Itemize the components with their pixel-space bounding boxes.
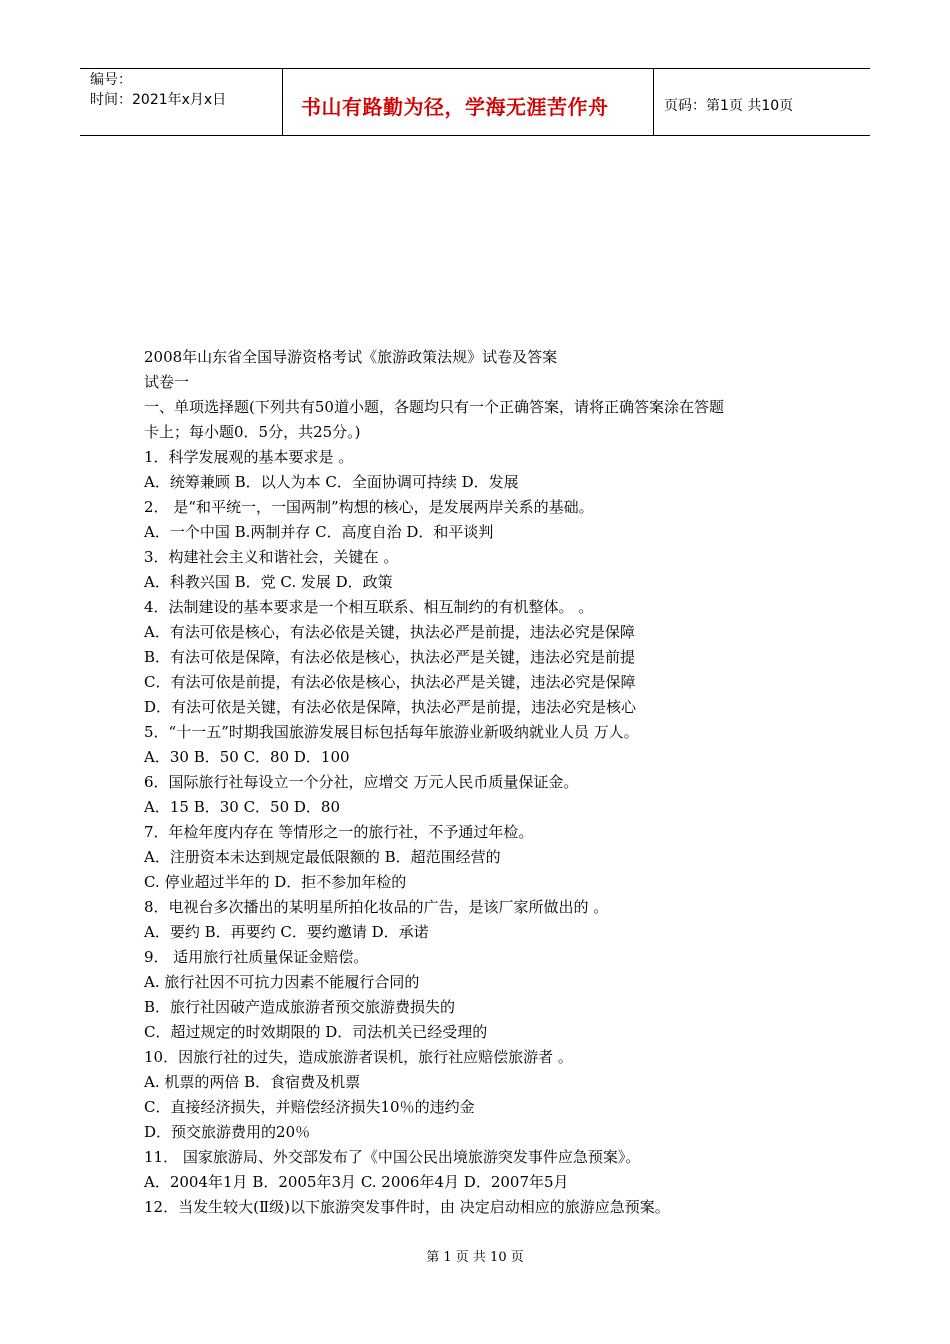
text-line: 12．当发生较大(Ⅱ级)以下旅游突发事件时，由 决定启动相应的旅游应急预案。 xyxy=(144,1198,670,1216)
document-title: 2008年山东省全国导游资格考试《旅游政策法规》试卷及答案 xyxy=(144,348,558,366)
text-line: 一、单项选择题(下列共有50道小题，各题均只有一个正确答案，请将正确答案涂在答题 xyxy=(144,398,724,416)
text-line: 卡上；每小题0．5分，共25分。) xyxy=(144,423,361,441)
header-page-cell xyxy=(654,69,870,135)
document-body xyxy=(144,345,824,1220)
header-motto-cell xyxy=(282,69,654,135)
text-line: C．直接经济损失，并赔偿经济损失10％的违约金 xyxy=(144,1098,475,1116)
text-line: A．科教兴国 B．党 C. 发展 D．政策 xyxy=(144,573,393,591)
text-line: C. 停业超过半年的 D．拒不参加年检的 xyxy=(144,873,407,891)
text-line: C．有法可依是前提，有法必依是核心，执法必严是关键，违法必究是保障 xyxy=(144,673,636,691)
text-line: B．旅行社因破产造成旅游者预交旅游费损失的 xyxy=(144,998,456,1016)
text-line: 1．科学发展观的基本要求是 。 xyxy=(144,448,354,466)
text-line: 9． 适用旅行社质量保证金赔偿。 xyxy=(144,948,369,966)
document-date-label: 时间：2021年x月x日 xyxy=(90,92,227,108)
text-line: A. 机票的两倍 B．食宿费及机票 xyxy=(144,1073,361,1091)
text-line: D．预交旅游费用的20％ xyxy=(144,1123,311,1141)
text-line: A．一个中国 B.两制并存 C．高度自治 D．和平谈判 xyxy=(144,523,494,541)
document-number-label: 编号： xyxy=(90,72,132,88)
text-line: A. 旅行社因不可抗力因素不能履行合同的 xyxy=(144,973,420,991)
text-line: A．注册资本未达到规定最低限额的 B．超范围经营的 xyxy=(144,848,501,866)
text-line: 3．构建社会主义和谐社会，关键在 。 xyxy=(144,548,399,566)
text-line: C．超过规定的时效期限的 D．司法机关已经受理的 xyxy=(144,1023,488,1041)
text-line: A．2004年1月 B．2005年3月 C. 2006年4月 D．2007年5月 xyxy=(144,1173,569,1191)
text-line: 6．国际旅行社每设立一个分社，应增交 万元人民币质量保证金。 xyxy=(144,773,579,791)
text-line: A．30 B．50 C．80 D．100 xyxy=(144,748,350,766)
header-page-number: 页码：第1页 共10页 xyxy=(664,98,794,114)
text-line: A．统筹兼顾 B．以人为本 C．全面协调可持续 D．发展 xyxy=(144,473,519,491)
document-header xyxy=(80,68,870,136)
text-line: A．有法可依是核心，有法必依是关键，执法必严是前提，违法必究是保障 xyxy=(144,623,635,641)
text-line: 试卷一 xyxy=(144,373,190,391)
text-line: 5．“十一五”时期我国旅游发展目标包括每年旅游业新吸纳就业人员 万人。 xyxy=(144,723,639,741)
text-line: B．有法可依是保障，有法必依是核心，执法必严是关键，违法必究是前提 xyxy=(144,648,636,666)
text-line: 7．年检年度内存在 等情形之一的旅行社，不予通过年检。 xyxy=(144,823,534,841)
header-meta-cell xyxy=(80,69,282,135)
text-line: 11． 国家旅游局、外交部发布了《中国公民出境旅游突发事件应急预案》。 xyxy=(144,1148,641,1166)
text-line: 4．法制建设的基本要求是一个相互联系、相互制约的有机整体。 。 xyxy=(144,598,594,616)
text-line: A．要约 B．再要约 C．要约邀请 D．承诺 xyxy=(144,923,429,941)
text-line: A．15 B．30 C．50 D．80 xyxy=(144,798,341,816)
header-motto: 书山有路勤为径，学海无涯苦作舟 xyxy=(301,95,609,119)
text-line: 2． 是“和平统一，一国两制”构想的核心，是发展两岸关系的基础。 xyxy=(144,498,594,516)
text-line: 8．电视台多次播出的某明星所拍化妆品的广告，是该厂家所做出的 。 xyxy=(144,898,609,916)
page-footer: 第 1 页 共 10 页 xyxy=(426,1250,524,1265)
text-line: D．有法可依是关键，有法必依是保障，执法必严是前提，违法必究是核心 xyxy=(144,698,637,716)
text-line: 10．因旅行社的过失，造成旅游者误机，旅行社应赔偿旅游者 。 xyxy=(144,1048,573,1066)
